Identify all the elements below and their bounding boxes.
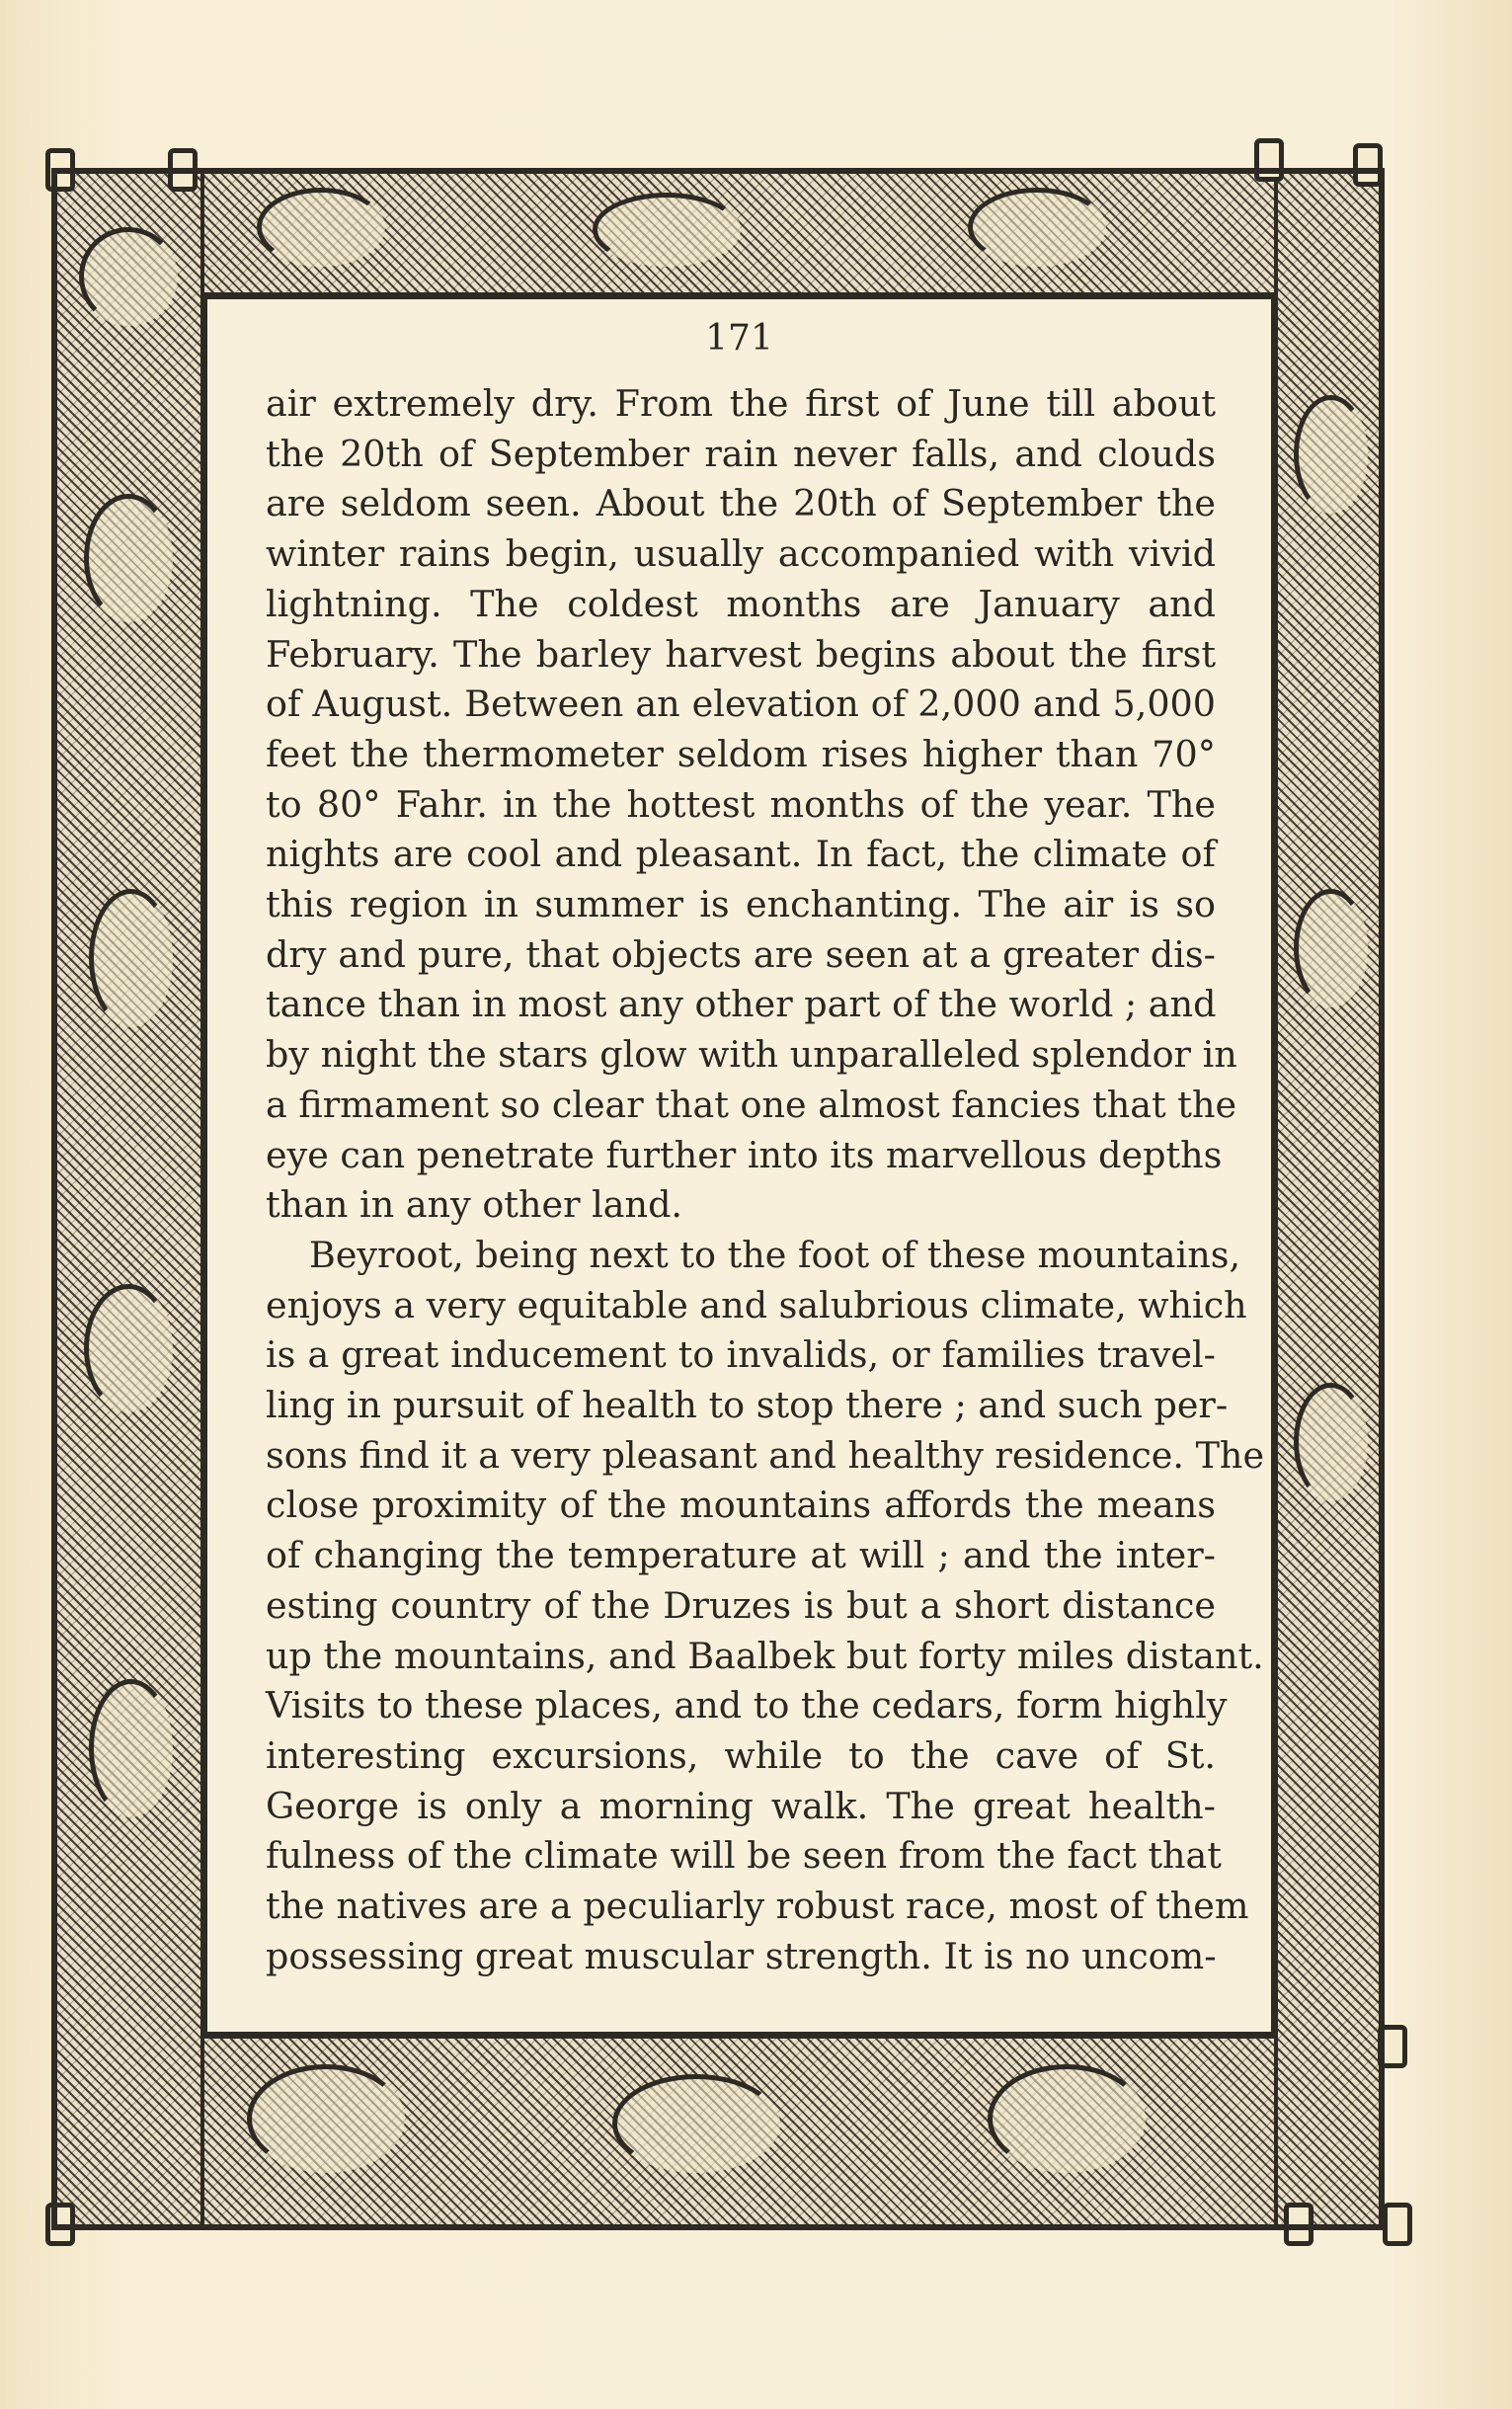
text-line: the natives are a peculiarly robust race, most of them [266,1885,1249,1928]
text-line: by night the stars glow with unparalleled splendor in [266,1033,1237,1077]
page-number: 171 [705,318,773,359]
text-line: George is only a morning walk. The great health- [266,1784,1216,1827]
text-line: possessing great muscular strength. It is no uncom- [266,1934,1217,1977]
text-line: February. The barley harvest begins about the first [266,632,1216,676]
text-line: eye can penetrate further into its marvellous depths [266,1133,1223,1176]
text-line: dry and pure, that objects are seen at a greater dis- [266,932,1216,976]
text-line: close proximity of the mountains affords the means [266,1484,1216,1527]
text-line: than in any other land. [266,1183,683,1227]
text-line: the 20th of September rain never falls, and clouds [266,432,1216,475]
text-panel [204,296,1274,2035]
text-line: of changing the temperature at will ; and the inter- [266,1534,1216,1577]
text-line: interesting excursions, while to the cave of St. [266,1733,1216,1777]
text-line: this region in summer is enchanting. The air is so [266,883,1216,926]
text-line: sons find it a very pleasant and healthy residence. The [266,1433,1265,1477]
text-line: ling in pursuit of health to stop there ; and such per- [266,1384,1229,1427]
text-line: Visits to these places, and to the cedars, form highly [266,1684,1228,1727]
text-line: winter rains begin, usually accompanied with vivid [266,532,1216,576]
text-line: of August. Between an elevation of 2,000 and 5,000 [266,683,1216,726]
text-line: to 80° Fahr. in the hottest months of the year. The [266,782,1216,826]
text-line: up the mountains, and Baalbek but forty miles distant. [266,1634,1264,1677]
text-line: air extremely dry. From the first of June till about [266,382,1216,425]
text-line: esting country of the Druzes is but a short distance [266,1583,1216,1627]
text-line: is a great inducement to invalids, or families travel- [266,1333,1216,1377]
text-line: lightning. The coldest months are January and [266,582,1216,625]
text-line: enjoys a very equitable and salubrious climate, which [266,1283,1247,1326]
text-line: feet the thermometer seldom rises higher than 70° [266,732,1216,775]
text-line: fulness of the climate will be seen from the fact that [266,1834,1222,1878]
frame-corner-knob [1383,2203,1412,2246]
text-line: are seldom seen. About the 20th of September the [266,482,1216,525]
text-line: Beyroot, being next to the foot of these mountains, [309,1233,1241,1276]
text-line: nights are cool and pleasant. In fact, the climate of [266,833,1216,876]
text-line: tance than in most any other part of the world ; and [266,983,1217,1026]
text-line: a firmament so clear that one almost fancies that the [266,1083,1237,1126]
body-text [266,379,1265,1982]
